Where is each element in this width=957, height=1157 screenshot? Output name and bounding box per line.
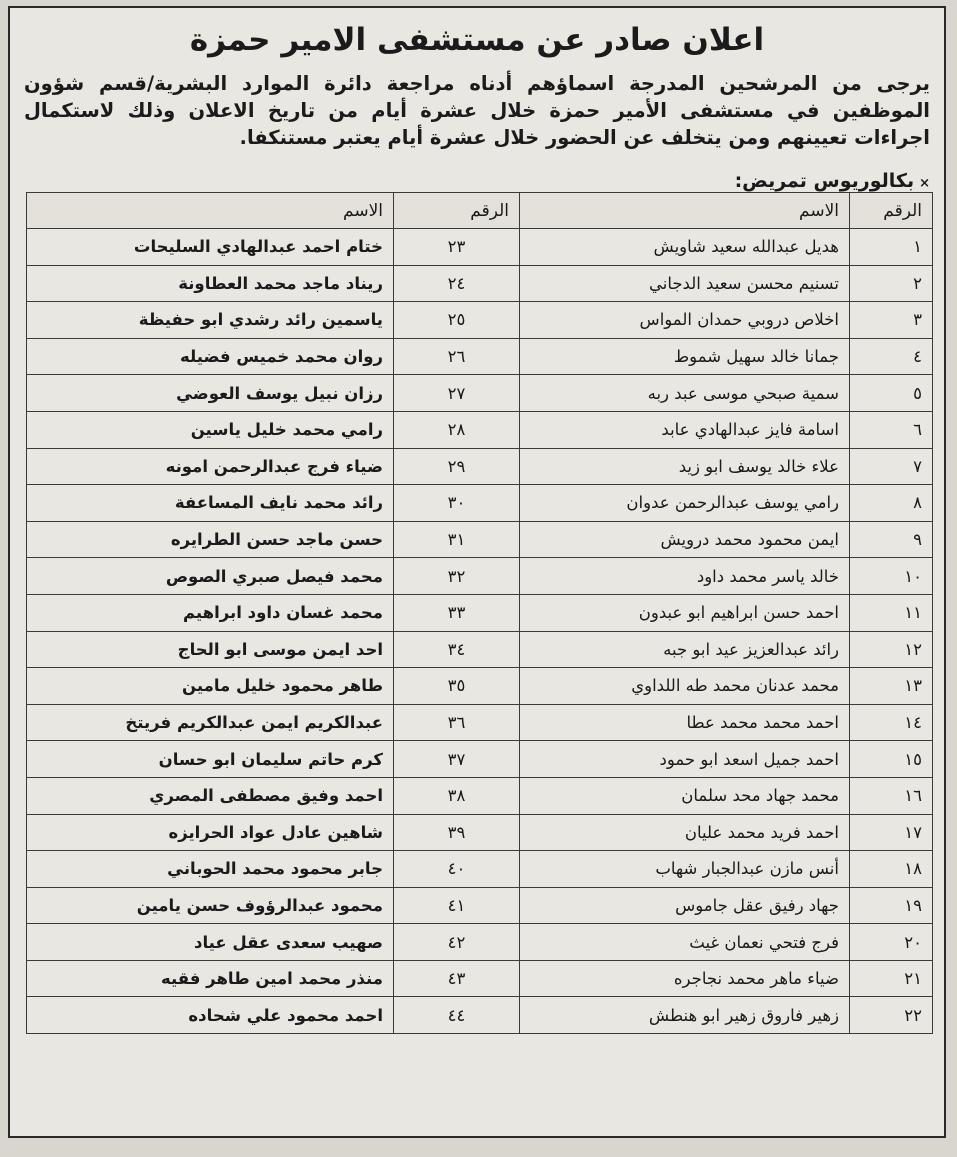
row-number: ٣٣ bbox=[394, 594, 520, 631]
candidate-name: محمد جهاد محد سلمان bbox=[520, 777, 850, 814]
row-number: ٩ bbox=[850, 521, 933, 558]
table-row bbox=[27, 302, 933, 339]
candidate-name: أنس مازن عبدالجبار شهاب bbox=[520, 851, 850, 888]
candidate-name: ياسمين رائد رشدي ابو حفيظة bbox=[27, 302, 394, 339]
table-row bbox=[27, 851, 933, 888]
candidate-name: منذر محمد امين طاهر فقيه bbox=[27, 960, 394, 997]
table-row bbox=[27, 411, 933, 448]
header-number: الرقم bbox=[850, 193, 933, 229]
row-number: ٣٨ bbox=[394, 777, 520, 814]
candidate-name: عبدالكريم ايمن عبدالكريم فريتخ bbox=[27, 704, 394, 741]
row-number: ٢ bbox=[850, 265, 933, 302]
candidate-name: كرم حاتم سليمان ابو حسان bbox=[27, 741, 394, 778]
row-number: ٣٦ bbox=[394, 704, 520, 741]
header-name-2: الاسم bbox=[27, 193, 394, 229]
table-row bbox=[27, 558, 933, 595]
table-row bbox=[27, 375, 933, 412]
row-number: ٣٢ bbox=[394, 558, 520, 595]
candidate-name: جمانا خالد سهيل شموط bbox=[520, 338, 850, 375]
row-number: ٣٤ bbox=[394, 631, 520, 668]
table-row bbox=[27, 631, 933, 668]
row-number: ١١ bbox=[850, 594, 933, 631]
row-number: ٢٣ bbox=[394, 229, 520, 266]
candidate-name: ضياء ماهر محمد نجاجره bbox=[520, 960, 850, 997]
candidate-name: محمود عبدالرؤوف حسن يامين bbox=[27, 887, 394, 924]
row-number: ٣٩ bbox=[394, 814, 520, 851]
row-number: ٤٢ bbox=[394, 924, 520, 961]
table-row bbox=[27, 997, 933, 1034]
header-number-2: الرقم bbox=[394, 193, 520, 229]
table-row bbox=[27, 960, 933, 997]
candidates-table bbox=[26, 192, 933, 1034]
row-number: ١٩ bbox=[850, 887, 933, 924]
candidate-name: فرج فتحي نعمان غيث bbox=[520, 924, 850, 961]
header-name: الاسم bbox=[520, 193, 850, 229]
announcement-title: اعلان صادر عن مستشفى الامير حمزة bbox=[189, 22, 765, 58]
candidate-name: رائد عبدالعزيز عيد ابو جبه bbox=[520, 631, 850, 668]
row-number: ٧ bbox=[850, 448, 933, 485]
candidate-name: حسن ماجد حسن الطرايره bbox=[27, 521, 394, 558]
candidate-name: ضياء فرج عبدالرحمن امونه bbox=[27, 448, 394, 485]
row-number: ١٠ bbox=[850, 558, 933, 595]
row-number: ٣٧ bbox=[394, 741, 520, 778]
row-number: ٢٦ bbox=[394, 338, 520, 375]
candidate-name: طاهر محمود خليل مامين bbox=[27, 668, 394, 705]
candidate-name: شاهين عادل عواد الحرايزه bbox=[27, 814, 394, 851]
section-subtitle-text: بكالوريوس تمريض: bbox=[734, 170, 915, 192]
candidate-name: اسامة فايز عبدالهادي عابد bbox=[520, 411, 850, 448]
table-row bbox=[27, 668, 933, 705]
candidate-name: تسنيم محسن سعيد الدجاني bbox=[520, 265, 850, 302]
row-number: ١٨ bbox=[850, 851, 933, 888]
candidate-name: رزان نبيل يوسف العوضي bbox=[27, 375, 394, 412]
candidate-name: خالد ياسر محمد داود bbox=[520, 558, 850, 595]
row-number: ١٥ bbox=[850, 741, 933, 778]
candidate-name: رامي يوسف عبدالرحمن عدوان bbox=[520, 485, 850, 522]
candidate-name: ريناد ماجد محمد العطاونة bbox=[27, 265, 394, 302]
row-number: ١٦ bbox=[850, 777, 933, 814]
row-number: ٢٥ bbox=[394, 302, 520, 339]
candidate-name: اخلاص دروبي حمدان المواس bbox=[520, 302, 850, 339]
candidate-name: روان محمد خميس فضيله bbox=[27, 338, 394, 375]
row-number: ٢١ bbox=[850, 960, 933, 997]
candidate-name: رائد محمد نايف المساعفة bbox=[27, 485, 394, 522]
row-number: ١ bbox=[850, 229, 933, 266]
candidate-name: احمد حسن ابراهيم ابو عبدون bbox=[520, 594, 850, 631]
row-number: ٢٠ bbox=[850, 924, 933, 961]
candidate-name: هديل عبدالله سعيد شاويش bbox=[520, 229, 850, 266]
table-row bbox=[27, 338, 933, 375]
table-body bbox=[27, 229, 933, 1034]
row-number: ٣ bbox=[850, 302, 933, 339]
row-number: ١٧ bbox=[850, 814, 933, 851]
candidate-name: صهيب سعدى عقل عياد bbox=[27, 924, 394, 961]
table-row bbox=[27, 777, 933, 814]
row-number: ٦ bbox=[850, 411, 933, 448]
row-number: ٣١ bbox=[394, 521, 520, 558]
announcement-intro: يرجى من المرشحين المدرجة اسماؤهم أدناه مراجعة دائرة الموارد البشرية/قسم شؤون الموظفين في مستشفى الأمير حمزة خلال عشرة أيام من تاريخ الاعلان وذلك لاستكمال اجراءات تعيينهم ومن يتخلف عن الحضور خلال عشرة أيام يعتبر مستنكفا. bbox=[24, 72, 930, 149]
row-number: ١٣ bbox=[850, 668, 933, 705]
table-row bbox=[27, 814, 933, 851]
row-number: ٣٠ bbox=[394, 485, 520, 522]
candidate-name: محمد عدنان محمد طه اللداوي bbox=[520, 668, 850, 705]
table-header-row bbox=[27, 193, 933, 229]
candidate-name: علاء خالد يوسف ابو زيد bbox=[520, 448, 850, 485]
candidate-name: احمد محمود علي شحاده bbox=[27, 997, 394, 1034]
candidate-name: محمد فيصل صبري الصوص bbox=[27, 558, 394, 595]
candidate-name: احمد وفيق مصطفى المصري bbox=[27, 777, 394, 814]
row-number: ٢٢ bbox=[850, 997, 933, 1034]
row-number: ٤١ bbox=[394, 887, 520, 924]
row-number: ٨ bbox=[850, 485, 933, 522]
row-number: ٢٤ bbox=[394, 265, 520, 302]
candidate-name: ختام احمد عبدالهادي السليحات bbox=[27, 229, 394, 266]
row-number: ٤٤ bbox=[394, 997, 520, 1034]
candidate-name: احمد جميل اسعد ابو حمود bbox=[520, 741, 850, 778]
candidate-name: جهاد رفيق عقل جاموس bbox=[520, 887, 850, 924]
table-row bbox=[27, 448, 933, 485]
table-row bbox=[27, 924, 933, 961]
row-number: ٣٥ bbox=[394, 668, 520, 705]
row-number: ٢٩ bbox=[394, 448, 520, 485]
candidate-name: جابر محمود محمد الحوباني bbox=[27, 851, 394, 888]
section-mark: × bbox=[919, 176, 930, 191]
row-number: ٤ bbox=[850, 338, 933, 375]
candidate-name: زهير فاروق زهير ابو هنطش bbox=[520, 997, 850, 1034]
row-number: ٢٨ bbox=[394, 411, 520, 448]
candidate-name: احمد محمد محمد عطا bbox=[520, 704, 850, 741]
candidate-name: محمد غسان داود ابراهيم bbox=[27, 594, 394, 631]
row-number: ٢٧ bbox=[394, 375, 520, 412]
candidate-name: رامي محمد خليل ياسين bbox=[27, 411, 394, 448]
table-row bbox=[27, 521, 933, 558]
candidate-name: ايمن محمود محمد درويش bbox=[520, 521, 850, 558]
table-row bbox=[27, 594, 933, 631]
table-row bbox=[27, 229, 933, 266]
table-row bbox=[27, 704, 933, 741]
row-number: ٤٣ bbox=[394, 960, 520, 997]
row-number: ١٤ bbox=[850, 704, 933, 741]
candidate-name: احد ايمن موسى ابو الحاج bbox=[27, 631, 394, 668]
table-row bbox=[27, 887, 933, 924]
candidate-name: احمد فريد محمد عليان bbox=[520, 814, 850, 851]
table-row bbox=[27, 485, 933, 522]
row-number: ٥ bbox=[850, 375, 933, 412]
candidate-name: سمية صبحي موسى عبد ربه bbox=[520, 375, 850, 412]
row-number: ٤٠ bbox=[394, 851, 520, 888]
table-row bbox=[27, 741, 933, 778]
table-row bbox=[27, 265, 933, 302]
row-number: ١٢ bbox=[850, 631, 933, 668]
